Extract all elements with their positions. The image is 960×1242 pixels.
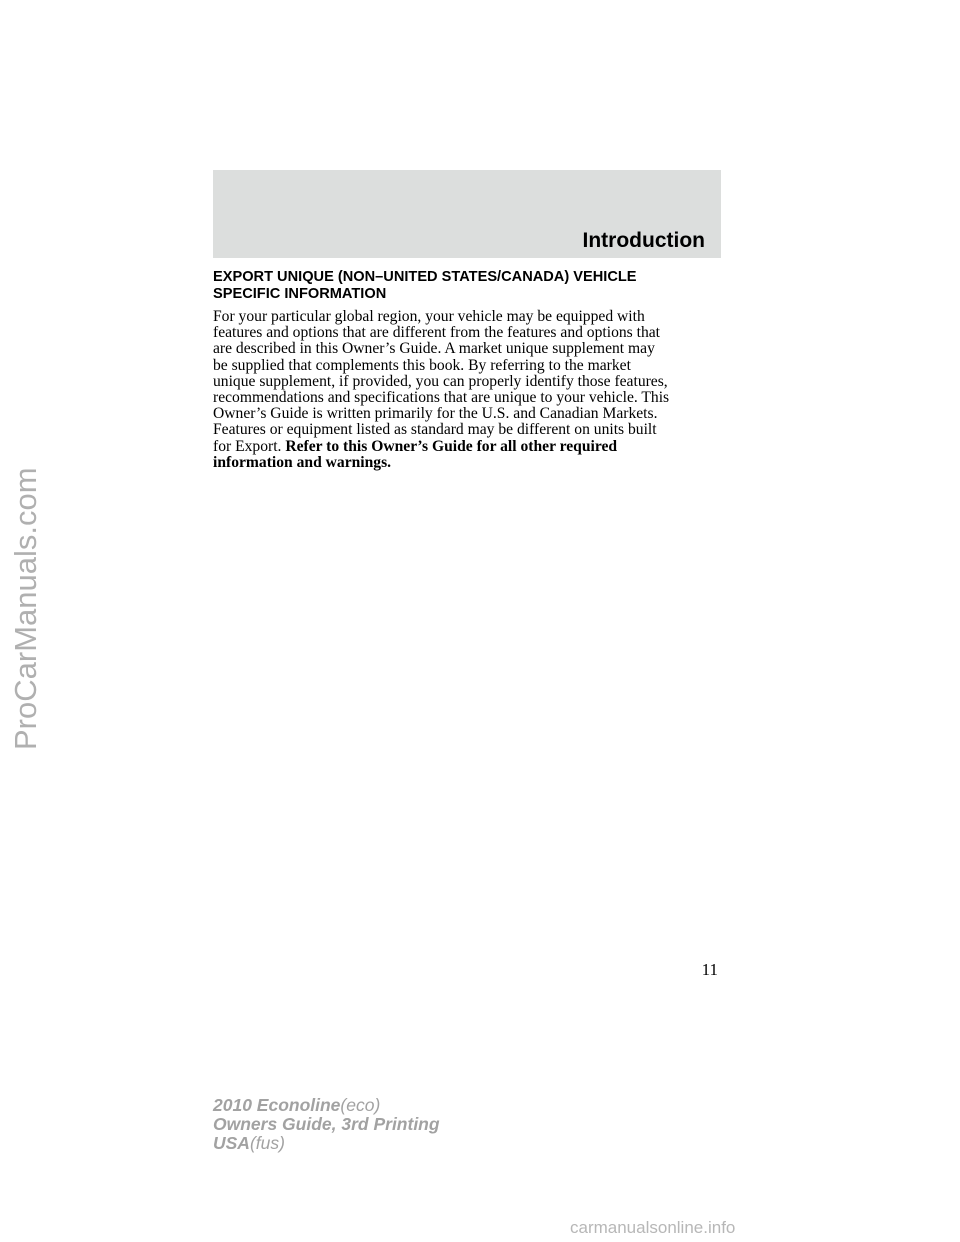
bottom-watermark: carmanualsonline.info	[570, 1218, 736, 1237]
body-line: Owner’s Guide is written primarily for the U.S. and Canadian Markets.	[213, 405, 658, 423]
side-watermark: ProCarManuals.com	[8, 467, 43, 750]
body-line: Features or equipment listed as standard may be different on units built	[213, 421, 657, 439]
footer-edition: Owners Guide, 3rd Printing	[213, 1114, 440, 1134]
body-text-emphasis: Refer to this Owner’s Guide for all other required	[285, 437, 618, 455]
footer-model-code: (eco)	[340, 1095, 381, 1115]
body-text-emphasis: information and warnings.	[213, 453, 392, 471]
footer-model: 2010 Econoline	[213, 1095, 341, 1115]
body-line	[213, 439, 733, 455]
body-line: For your particular global region, your vehicle may be equipped with	[213, 308, 645, 325]
body-text-plain: for Export.	[213, 437, 286, 455]
section-heading-line: SPECIFIC INFORMATION	[213, 286, 387, 302]
body-line: recommendations and specifications that are unique to your vehicle. This	[213, 389, 670, 407]
section-heading	[213, 269, 721, 303]
chapter-title: Introduction	[582, 229, 705, 252]
footer-line	[213, 1115, 440, 1134]
body-line: unique supplement, if provided, you can properly identify those features,	[213, 372, 668, 390]
header-band	[213, 170, 721, 258]
body-line	[213, 455, 733, 471]
section-heading-line: EXPORT UNIQUE (NON–UNITED STATES/CANADA) VEHICLE	[213, 269, 637, 285]
footer-info	[213, 1096, 440, 1153]
footer-market: USA	[213, 1133, 250, 1153]
footer-market-code: (fus)	[249, 1133, 285, 1153]
footer-line	[213, 1096, 440, 1115]
body-line: are described in this Owner’s Guide. A market unique supplement may	[213, 340, 655, 358]
footer-line	[213, 1134, 440, 1153]
body-line: be supplied that complements this book. By referring to the market	[213, 356, 631, 374]
page-number: 11	[701, 960, 718, 979]
section-body	[213, 309, 733, 471]
body-line: features and options that are different from the features and options that	[213, 324, 661, 342]
